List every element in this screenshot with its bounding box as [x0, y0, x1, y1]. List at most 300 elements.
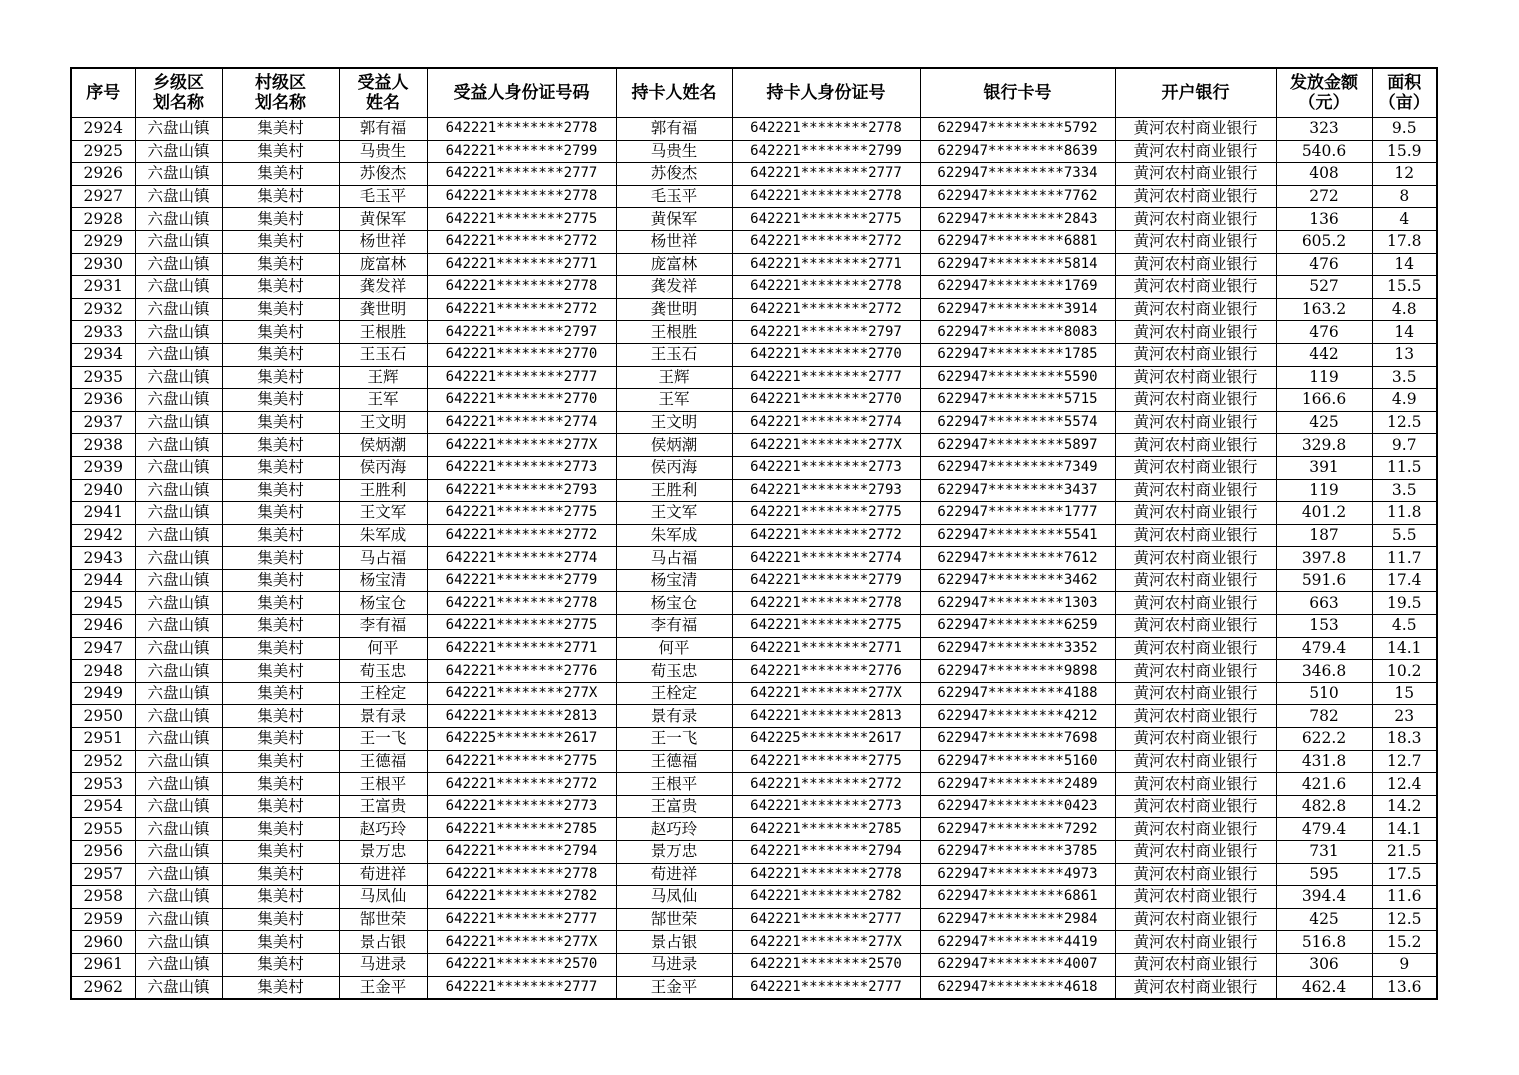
- cell-bank: 黄河农村商业银行: [1115, 366, 1276, 389]
- cell-index: 2949: [71, 682, 135, 705]
- cell-cardholder-name: 杨世祥: [616, 230, 732, 253]
- cell-area: 14.2: [1372, 795, 1437, 818]
- cell-beneficiary-id: 642221********2774: [427, 411, 616, 434]
- cell-index: 2961: [71, 953, 135, 976]
- cell-amount: 482.8: [1276, 795, 1372, 818]
- cell-village: 集美村: [222, 750, 339, 773]
- cell-township: 六盘山镇: [135, 163, 222, 186]
- cell-beneficiary-name: 王富贵: [339, 795, 427, 818]
- cell-bank-card: 622947*********8083: [920, 321, 1115, 344]
- cell-area: 17.5: [1372, 863, 1437, 886]
- cell-township: 六盘山镇: [135, 434, 222, 457]
- cell-cardholder-id: 642221********277X: [732, 682, 920, 705]
- cell-area: 15.2: [1372, 931, 1437, 954]
- cell-amount: 516.8: [1276, 931, 1372, 954]
- cell-village: 集美村: [222, 705, 339, 728]
- cell-cardholder-name: 朱军成: [616, 524, 732, 547]
- cell-area: 3.5: [1372, 479, 1437, 502]
- cell-amount: 462.4: [1276, 976, 1372, 999]
- cell-bank: 黄河农村商业银行: [1115, 118, 1276, 141]
- cell-village: 集美村: [222, 208, 339, 231]
- cell-index: 2953: [71, 773, 135, 796]
- cell-beneficiary-id: 642221********2778: [427, 863, 616, 886]
- table-row: [71, 434, 1437, 457]
- cell-bank: 黄河农村商业银行: [1115, 389, 1276, 412]
- cell-bank-card: 622947*********5541: [920, 524, 1115, 547]
- cell-beneficiary-name: 苏俊杰: [339, 163, 427, 186]
- cell-bank-card: 622947*********5715: [920, 389, 1115, 412]
- table-row: [71, 253, 1437, 276]
- cell-area: 17.4: [1372, 569, 1437, 592]
- cell-cardholder-id: 642221********2772: [732, 524, 920, 547]
- table-row: [71, 411, 1437, 434]
- cell-cardholder-id: 642221********2778: [732, 118, 920, 141]
- cell-beneficiary-id: 642221********2570: [427, 953, 616, 976]
- cell-bank-card: 622947*********6881: [920, 230, 1115, 253]
- cell-bank: 黄河农村商业银行: [1115, 818, 1276, 841]
- cell-cardholder-id: 642221********2793: [732, 479, 920, 502]
- cell-cardholder-name: 马进录: [616, 953, 732, 976]
- cell-beneficiary-id: 642221********2797: [427, 321, 616, 344]
- cell-township: 六盘山镇: [135, 908, 222, 931]
- cell-cardholder-id: 642221********2773: [732, 795, 920, 818]
- cell-cardholder-id: 642221********277X: [732, 931, 920, 954]
- cell-index: 2942: [71, 524, 135, 547]
- cell-beneficiary-id: 642221********2778: [427, 276, 616, 299]
- cell-amount: 663: [1276, 592, 1372, 615]
- cell-township: 六盘山镇: [135, 321, 222, 344]
- cell-index: 2925: [71, 140, 135, 163]
- cell-amount: 119: [1276, 479, 1372, 502]
- cell-bank: 黄河农村商业银行: [1115, 253, 1276, 276]
- cell-cardholder-name: 庞富林: [616, 253, 732, 276]
- cell-bank-card: 622947*********4188: [920, 682, 1115, 705]
- cell-cardholder-id: 642221********2774: [732, 547, 920, 570]
- table-row: [71, 592, 1437, 615]
- cell-amount: 476: [1276, 321, 1372, 344]
- table-row: [71, 343, 1437, 366]
- col-header-bank: 开户银行: [1115, 68, 1276, 118]
- cell-cardholder-id: 642221********2773: [732, 456, 920, 479]
- cell-cardholder-name: 王根胜: [616, 321, 732, 344]
- cell-township: 六盘山镇: [135, 886, 222, 909]
- cell-cardholder-name: 王栓定: [616, 682, 732, 705]
- cell-area: 14: [1372, 321, 1437, 344]
- cell-township: 六盘山镇: [135, 118, 222, 141]
- cell-bank-card: 622947*********4007: [920, 953, 1115, 976]
- cell-beneficiary-id: 642221********2778: [427, 185, 616, 208]
- cell-bank-card: 622947*********7349: [920, 456, 1115, 479]
- cell-index: 2927: [71, 185, 135, 208]
- cell-beneficiary-name: 杨宝清: [339, 569, 427, 592]
- cell-index: 2940: [71, 479, 135, 502]
- cell-amount: 394.4: [1276, 886, 1372, 909]
- cell-township: 六盘山镇: [135, 140, 222, 163]
- cell-village: 集美村: [222, 366, 339, 389]
- cell-cardholder-name: 龚发祥: [616, 276, 732, 299]
- cell-beneficiary-id: 642221********2772: [427, 230, 616, 253]
- cell-cardholder-id: 642221********2771: [732, 253, 920, 276]
- cell-village: 集美村: [222, 185, 339, 208]
- cell-bank-card: 622947*********1303: [920, 592, 1115, 615]
- cell-cardholder-id: 642221********2770: [732, 389, 920, 412]
- cell-beneficiary-name: 王德福: [339, 750, 427, 773]
- cell-village: 集美村: [222, 118, 339, 141]
- cell-cardholder-id: 642221********2772: [732, 230, 920, 253]
- cell-village: 集美村: [222, 479, 339, 502]
- table-row: [71, 163, 1437, 186]
- cell-beneficiary-id: 642225********2617: [427, 728, 616, 751]
- cell-index: 2934: [71, 343, 135, 366]
- cell-village: 集美村: [222, 140, 339, 163]
- cell-village: 集美村: [222, 976, 339, 999]
- cell-bank: 黄河农村商业银行: [1115, 230, 1276, 253]
- cell-cardholder-name: 杨宝仓: [616, 592, 732, 615]
- table-row: [71, 637, 1437, 660]
- cell-bank-card: 622947*********6259: [920, 615, 1115, 638]
- cell-area: 19.5: [1372, 592, 1437, 615]
- cell-area: 13.6: [1372, 976, 1437, 999]
- cell-amount: 476: [1276, 253, 1372, 276]
- cell-index: 2951: [71, 728, 135, 751]
- cell-beneficiary-name: 赵巧玲: [339, 818, 427, 841]
- cell-beneficiary-id: 642221********2778: [427, 118, 616, 141]
- cell-beneficiary-name: 龚发祥: [339, 276, 427, 299]
- cell-area: 4.9: [1372, 389, 1437, 412]
- cell-amount: 397.8: [1276, 547, 1372, 570]
- cell-township: 六盘山镇: [135, 343, 222, 366]
- cell-beneficiary-name: 李有福: [339, 615, 427, 638]
- cell-bank-card: 622947*********3914: [920, 298, 1115, 321]
- table-row: [71, 750, 1437, 773]
- cell-bank: 黄河农村商业银行: [1115, 524, 1276, 547]
- cell-bank: 黄河农村商业银行: [1115, 140, 1276, 163]
- col-header-beneficiary-name: 受益人 姓名: [339, 68, 427, 118]
- table-row: [71, 931, 1437, 954]
- cell-township: 六盘山镇: [135, 547, 222, 570]
- cell-beneficiary-name: 王金平: [339, 976, 427, 999]
- cell-cardholder-id: 642221********2776: [732, 660, 920, 683]
- cell-cardholder-name: 郜世荣: [616, 908, 732, 931]
- cell-beneficiary-id: 642221********2772: [427, 773, 616, 796]
- cell-area: 12.7: [1372, 750, 1437, 773]
- cell-bank: 黄河农村商业银行: [1115, 773, 1276, 796]
- cell-index: 2955: [71, 818, 135, 841]
- cell-bank-card: 622947*********4973: [920, 863, 1115, 886]
- cell-amount: 163.2: [1276, 298, 1372, 321]
- cell-cardholder-id: 642221********2799: [732, 140, 920, 163]
- cell-bank-card: 622947*********2489: [920, 773, 1115, 796]
- cell-beneficiary-name: 侯炳潮: [339, 434, 427, 457]
- cell-cardholder-id: 642221********2785: [732, 818, 920, 841]
- cell-area: 9: [1372, 953, 1437, 976]
- cell-cardholder-id: 642221********2772: [732, 298, 920, 321]
- cell-index: 2941: [71, 502, 135, 525]
- cell-beneficiary-id: 642221********2775: [427, 502, 616, 525]
- cell-amount: 346.8: [1276, 660, 1372, 683]
- cell-beneficiary-name: 王栓定: [339, 682, 427, 705]
- cell-amount: 421.6: [1276, 773, 1372, 796]
- cell-bank: 黄河农村商业银行: [1115, 931, 1276, 954]
- cell-cardholder-id: 642221********2782: [732, 886, 920, 909]
- cell-township: 六盘山镇: [135, 479, 222, 502]
- cell-village: 集美村: [222, 411, 339, 434]
- cell-bank: 黄河农村商业银行: [1115, 343, 1276, 366]
- table-row: [71, 908, 1437, 931]
- cell-beneficiary-name: 马占福: [339, 547, 427, 570]
- cell-township: 六盘山镇: [135, 841, 222, 864]
- cell-beneficiary-id: 642221********2773: [427, 456, 616, 479]
- cell-bank: 黄河农村商业银行: [1115, 728, 1276, 751]
- cell-index: 2930: [71, 253, 135, 276]
- cell-area: 11.5: [1372, 456, 1437, 479]
- cell-amount: 306: [1276, 953, 1372, 976]
- cell-village: 集美村: [222, 931, 339, 954]
- cell-village: 集美村: [222, 908, 339, 931]
- cell-beneficiary-id: 642221********2772: [427, 298, 616, 321]
- cell-index: 2959: [71, 908, 135, 931]
- cell-beneficiary-id: 642221********2778: [427, 592, 616, 615]
- cell-beneficiary-name: 荀玉忠: [339, 660, 427, 683]
- cell-cardholder-name: 何平: [616, 637, 732, 660]
- cell-cardholder-id: 642221********2794: [732, 841, 920, 864]
- cell-amount: 323: [1276, 118, 1372, 141]
- cell-bank: 黄河农村商业银行: [1115, 298, 1276, 321]
- cell-amount: 166.6: [1276, 389, 1372, 412]
- cell-area: 14: [1372, 253, 1437, 276]
- cell-village: 集美村: [222, 547, 339, 570]
- cell-cardholder-name: 王一飞: [616, 728, 732, 751]
- cell-index: 2931: [71, 276, 135, 299]
- cell-village: 集美村: [222, 818, 339, 841]
- cell-bank-card: 622947*********4419: [920, 931, 1115, 954]
- cell-township: 六盘山镇: [135, 524, 222, 547]
- cell-cardholder-name: 苏俊杰: [616, 163, 732, 186]
- table-row: [71, 773, 1437, 796]
- cell-bank: 黄河农村商业银行: [1115, 208, 1276, 231]
- cell-village: 集美村: [222, 389, 339, 412]
- cell-cardholder-id: 642221********2775: [732, 750, 920, 773]
- cell-township: 六盘山镇: [135, 253, 222, 276]
- col-header-village: 村级区 划名称: [222, 68, 339, 118]
- cell-beneficiary-name: 郜世荣: [339, 908, 427, 931]
- cell-township: 六盘山镇: [135, 637, 222, 660]
- cell-area: 17.8: [1372, 230, 1437, 253]
- cell-bank-card: 622947*********7698: [920, 728, 1115, 751]
- cell-beneficiary-id: 642221********2793: [427, 479, 616, 502]
- table-row: [71, 208, 1437, 231]
- cell-bank-card: 622947*********4212: [920, 705, 1115, 728]
- cell-area: 10.2: [1372, 660, 1437, 683]
- cell-village: 集美村: [222, 298, 339, 321]
- cell-index: 2962: [71, 976, 135, 999]
- cell-beneficiary-id: 642221********277X: [427, 931, 616, 954]
- cell-bank: 黄河农村商业银行: [1115, 682, 1276, 705]
- cell-area: 15.9: [1372, 140, 1437, 163]
- cell-index: 2935: [71, 366, 135, 389]
- cell-amount: 408: [1276, 163, 1372, 186]
- cell-amount: 119: [1276, 366, 1372, 389]
- cell-township: 六盘山镇: [135, 569, 222, 592]
- cell-amount: 605.2: [1276, 230, 1372, 253]
- cell-bank: 黄河农村商业银行: [1115, 276, 1276, 299]
- cell-bank-card: 622947*********5814: [920, 253, 1115, 276]
- cell-cardholder-id: 642221********2775: [732, 208, 920, 231]
- cell-cardholder-id: 642221********277X: [732, 434, 920, 457]
- cell-amount: 272: [1276, 185, 1372, 208]
- table-row: [71, 682, 1437, 705]
- cell-area: 23: [1372, 705, 1437, 728]
- subsidy-table-container: [70, 67, 1438, 1000]
- table-row: [71, 230, 1437, 253]
- table-row: [71, 389, 1437, 412]
- cell-village: 集美村: [222, 682, 339, 705]
- cell-bank: 黄河农村商业银行: [1115, 953, 1276, 976]
- cell-beneficiary-id: 642221********2773: [427, 795, 616, 818]
- cell-beneficiary-name: 庞富林: [339, 253, 427, 276]
- cell-village: 集美村: [222, 841, 339, 864]
- cell-village: 集美村: [222, 502, 339, 525]
- cell-cardholder-name: 王胜利: [616, 479, 732, 502]
- table-row: [71, 118, 1437, 141]
- cell-beneficiary-name: 杨世祥: [339, 230, 427, 253]
- cell-beneficiary-id: 642221********2785: [427, 818, 616, 841]
- cell-beneficiary-id: 642221********2777: [427, 163, 616, 186]
- table-row: [71, 140, 1437, 163]
- cell-cardholder-id: 642221********2778: [732, 863, 920, 886]
- cell-amount: 425: [1276, 908, 1372, 931]
- cell-bank: 黄河农村商业银行: [1115, 750, 1276, 773]
- cell-bank: 黄河农村商业银行: [1115, 592, 1276, 615]
- cell-bank-card: 622947*********9898: [920, 660, 1115, 683]
- cell-cardholder-id: 642221********2777: [732, 163, 920, 186]
- cell-cardholder-id: 642221********2779: [732, 569, 920, 592]
- cell-cardholder-name: 荀进祥: [616, 863, 732, 886]
- cell-beneficiary-name: 王文明: [339, 411, 427, 434]
- cell-township: 六盘山镇: [135, 863, 222, 886]
- cell-beneficiary-id: 642221********2779: [427, 569, 616, 592]
- cell-bank-card: 622947*********4618: [920, 976, 1115, 999]
- table-row: [71, 841, 1437, 864]
- cell-beneficiary-name: 景占银: [339, 931, 427, 954]
- cell-index: 2957: [71, 863, 135, 886]
- table-row: [71, 298, 1437, 321]
- cell-cardholder-name: 王文明: [616, 411, 732, 434]
- cell-index: 2948: [71, 660, 135, 683]
- cell-beneficiary-name: 景有录: [339, 705, 427, 728]
- cell-village: 集美村: [222, 615, 339, 638]
- cell-bank: 黄河农村商业银行: [1115, 705, 1276, 728]
- cell-bank-card: 622947*********5792: [920, 118, 1115, 141]
- cell-index: 2943: [71, 547, 135, 570]
- cell-beneficiary-name: 王根胜: [339, 321, 427, 344]
- table-row: [71, 502, 1437, 525]
- cell-bank-card: 622947*********1785: [920, 343, 1115, 366]
- cell-amount: 401.2: [1276, 502, 1372, 525]
- cell-beneficiary-id: 642221********2777: [427, 908, 616, 931]
- cell-index: 2950: [71, 705, 135, 728]
- cell-bank-card: 622947*********0423: [920, 795, 1115, 818]
- cell-township: 六盘山镇: [135, 298, 222, 321]
- cell-cardholder-name: 杨宝清: [616, 569, 732, 592]
- cell-cardholder-name: 马凤仙: [616, 886, 732, 909]
- cell-bank-card: 622947*********7762: [920, 185, 1115, 208]
- cell-beneficiary-id: 642221********2775: [427, 750, 616, 773]
- cell-index: 2947: [71, 637, 135, 660]
- cell-village: 集美村: [222, 434, 339, 457]
- cell-beneficiary-name: 杨宝仓: [339, 592, 427, 615]
- cell-beneficiary-id: 642221********277X: [427, 434, 616, 457]
- cell-amount: 187: [1276, 524, 1372, 547]
- cell-village: 集美村: [222, 276, 339, 299]
- table-row: [71, 276, 1437, 299]
- cell-cardholder-name: 马占福: [616, 547, 732, 570]
- cell-village: 集美村: [222, 886, 339, 909]
- cell-amount: 479.4: [1276, 637, 1372, 660]
- cell-bank-card: 622947*********1769: [920, 276, 1115, 299]
- cell-township: 六盘山镇: [135, 976, 222, 999]
- cell-index: 2932: [71, 298, 135, 321]
- cell-cardholder-name: 景占银: [616, 931, 732, 954]
- cell-beneficiary-id: 642221********2776: [427, 660, 616, 683]
- cell-beneficiary-id: 642221********2777: [427, 366, 616, 389]
- cell-beneficiary-name: 王军: [339, 389, 427, 412]
- cell-beneficiary-name: 王胜利: [339, 479, 427, 502]
- subsidy-table: [70, 67, 1438, 1000]
- table-row: [71, 976, 1437, 999]
- cell-beneficiary-name: 朱军成: [339, 524, 427, 547]
- cell-amount: 442: [1276, 343, 1372, 366]
- cell-area: 12.5: [1372, 908, 1437, 931]
- cell-beneficiary-name: 侯丙海: [339, 456, 427, 479]
- cell-area: 12: [1372, 163, 1437, 186]
- cell-area: 3.5: [1372, 366, 1437, 389]
- cell-township: 六盘山镇: [135, 728, 222, 751]
- cell-index: 2928: [71, 208, 135, 231]
- table-row: [71, 547, 1437, 570]
- cell-bank-card: 622947*********3352: [920, 637, 1115, 660]
- cell-area: 14.1: [1372, 818, 1437, 841]
- cell-index: 2929: [71, 230, 135, 253]
- cell-bank-card: 622947*********7612: [920, 547, 1115, 570]
- table-row: [71, 863, 1437, 886]
- cell-index: 2956: [71, 841, 135, 864]
- cell-index: 2926: [71, 163, 135, 186]
- cell-amount: 731: [1276, 841, 1372, 864]
- cell-village: 集美村: [222, 660, 339, 683]
- cell-cardholder-id: 642221********2774: [732, 411, 920, 434]
- cell-bank: 黄河农村商业银行: [1115, 660, 1276, 683]
- cell-cardholder-id: 642221********2771: [732, 637, 920, 660]
- table-row: [71, 456, 1437, 479]
- cell-beneficiary-id: 642221********2794: [427, 841, 616, 864]
- cell-area: 8: [1372, 185, 1437, 208]
- cell-bank-card: 622947*********3437: [920, 479, 1115, 502]
- cell-beneficiary-name: 龚世明: [339, 298, 427, 321]
- cell-index: 2936: [71, 389, 135, 412]
- header-row: [71, 68, 1437, 118]
- cell-index: 2946: [71, 615, 135, 638]
- cell-beneficiary-name: 王一飞: [339, 728, 427, 751]
- cell-cardholder-id: 642221********2778: [732, 592, 920, 615]
- cell-cardholder-name: 王根平: [616, 773, 732, 796]
- cell-beneficiary-id: 642221********2813: [427, 705, 616, 728]
- cell-beneficiary-name: 何平: [339, 637, 427, 660]
- cell-cardholder-name: 李有福: [616, 615, 732, 638]
- cell-cardholder-id: 642221********2570: [732, 953, 920, 976]
- cell-township: 六盘山镇: [135, 411, 222, 434]
- cell-amount: 329.8: [1276, 434, 1372, 457]
